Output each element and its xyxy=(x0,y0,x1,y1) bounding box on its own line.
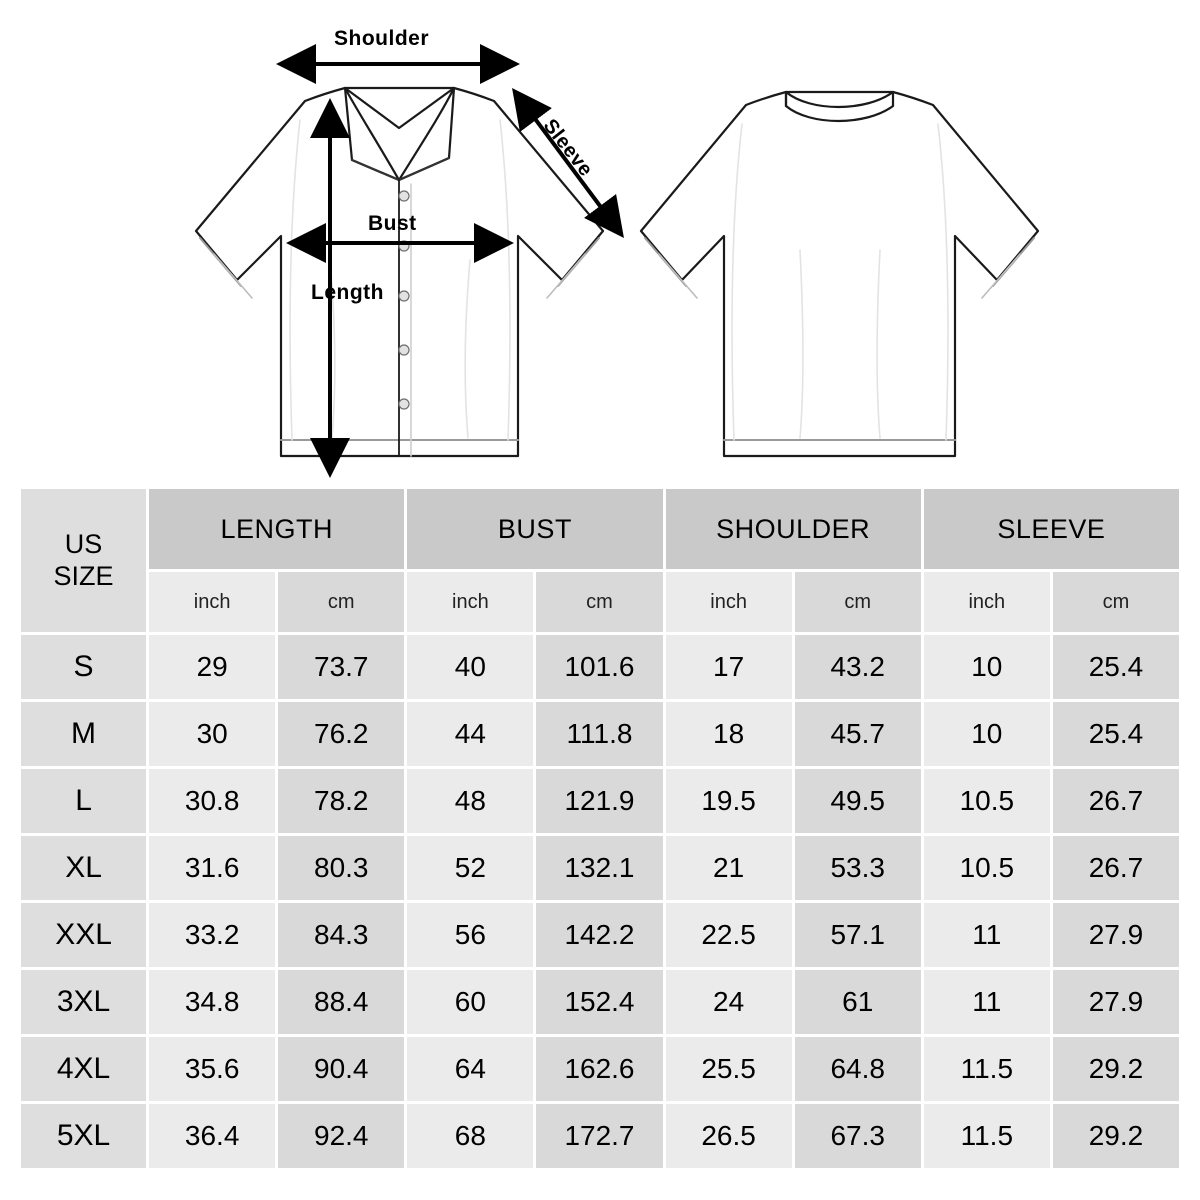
table-cell: 121.9 xyxy=(535,768,664,835)
header-unit-sleeve-cm: cm xyxy=(1051,571,1180,634)
table-cell: 10 xyxy=(922,634,1051,701)
table-cell: 26.5 xyxy=(664,1103,793,1170)
table-cell: 34.8 xyxy=(148,969,277,1036)
table-cell: 60 xyxy=(406,969,535,1036)
row-size-label: XXL xyxy=(20,902,148,969)
table-cell: 25.4 xyxy=(1051,634,1180,701)
row-size-label: M xyxy=(20,701,148,768)
header-unit-shoulder-inch: inch xyxy=(664,571,793,634)
row-size-label: 4XL xyxy=(20,1036,148,1103)
table-cell: 61 xyxy=(793,969,922,1036)
table-row xyxy=(20,835,1181,902)
table-header-units xyxy=(20,571,1181,634)
shirt-front-view xyxy=(196,88,603,456)
table-cell: 45.7 xyxy=(793,701,922,768)
table-cell: 29.2 xyxy=(1051,1036,1180,1103)
table-cell: 44 xyxy=(406,701,535,768)
header-group-length: LENGTH xyxy=(148,488,406,571)
table-cell: 10.5 xyxy=(922,768,1051,835)
table-cell: 29.2 xyxy=(1051,1103,1180,1170)
header-us-size xyxy=(20,488,148,634)
table-header-groups xyxy=(20,488,1181,571)
table-cell: 10.5 xyxy=(922,835,1051,902)
table-cell: 11 xyxy=(922,969,1051,1036)
table-cell: 68 xyxy=(406,1103,535,1170)
table-cell: 26.7 xyxy=(1051,835,1180,902)
header-unit-shoulder-cm: cm xyxy=(793,571,922,634)
table-cell: 172.7 xyxy=(535,1103,664,1170)
row-size-label: S xyxy=(20,634,148,701)
table-cell: 52 xyxy=(406,835,535,902)
table-cell: 64 xyxy=(406,1036,535,1103)
header-group-bust: BUST xyxy=(406,488,664,571)
table-cell: 26.7 xyxy=(1051,768,1180,835)
table-cell: 27.9 xyxy=(1051,969,1180,1036)
table-cell: 25.5 xyxy=(664,1036,793,1103)
table-cell: 84.3 xyxy=(277,902,406,969)
table-cell: 30 xyxy=(148,701,277,768)
shirt-measurement-illustration xyxy=(0,0,1200,486)
table-cell: 78.2 xyxy=(277,768,406,835)
header-group-shoulder: SHOULDER xyxy=(664,488,922,571)
table-cell: 11.5 xyxy=(922,1103,1051,1170)
row-size-label: 3XL xyxy=(20,969,148,1036)
table-cell: 25.4 xyxy=(1051,701,1180,768)
header-unit-length-inch: inch xyxy=(148,571,277,634)
table-cell: 132.1 xyxy=(535,835,664,902)
shirt-back-view xyxy=(641,92,1038,456)
table-cell: 31.6 xyxy=(148,835,277,902)
table-cell: 48 xyxy=(406,768,535,835)
table-row xyxy=(20,1103,1181,1170)
table-cell: 64.8 xyxy=(793,1036,922,1103)
row-size-label: L xyxy=(20,768,148,835)
table-cell: 33.2 xyxy=(148,902,277,969)
table-cell: 22.5 xyxy=(664,902,793,969)
shirt-diagram-svg xyxy=(0,0,1200,486)
table-cell: 67.3 xyxy=(793,1103,922,1170)
table-cell: 76.2 xyxy=(277,701,406,768)
table-cell: 57.1 xyxy=(793,902,922,969)
table-cell: 49.5 xyxy=(793,768,922,835)
header-group-sleeve: SLEEVE xyxy=(922,488,1180,571)
table-cell: 36.4 xyxy=(148,1103,277,1170)
table-cell: 11 xyxy=(922,902,1051,969)
table-cell: 92.4 xyxy=(277,1103,406,1170)
table-cell: 10 xyxy=(922,701,1051,768)
table-row xyxy=(20,634,1181,701)
label-shoulder: Shoulder xyxy=(334,27,430,50)
header-unit-length-cm: cm xyxy=(277,571,406,634)
table-cell: 11.5 xyxy=(922,1036,1051,1103)
label-bust: Bust xyxy=(368,212,417,235)
table-cell: 40 xyxy=(406,634,535,701)
table-cell: 30.8 xyxy=(148,768,277,835)
table-row xyxy=(20,902,1181,969)
table-cell: 35.6 xyxy=(148,1036,277,1103)
header-unit-bust-cm: cm xyxy=(535,571,664,634)
table-cell: 21 xyxy=(664,835,793,902)
table-row xyxy=(20,1036,1181,1103)
table-cell: 53.3 xyxy=(793,835,922,902)
header-us-size-line2: SIZE xyxy=(53,560,114,591)
table-cell: 27.9 xyxy=(1051,902,1180,969)
table-cell: 90.4 xyxy=(277,1036,406,1103)
label-sleeve: Sleeve xyxy=(538,115,597,181)
table-cell: 18 xyxy=(664,701,793,768)
header-unit-bust-inch: inch xyxy=(406,571,535,634)
table-cell: 29 xyxy=(148,634,277,701)
table-row xyxy=(20,768,1181,835)
table-cell: 24 xyxy=(664,969,793,1036)
header-us-size-line1: US xyxy=(64,529,103,560)
table-cell: 19.5 xyxy=(664,768,793,835)
table-cell: 56 xyxy=(406,902,535,969)
table-cell: 162.6 xyxy=(535,1036,664,1103)
row-size-label: XL xyxy=(20,835,148,902)
header-unit-sleeve-inch: inch xyxy=(922,571,1051,634)
table-cell: 142.2 xyxy=(535,902,664,969)
table-cell: 88.4 xyxy=(277,969,406,1036)
label-length: Length xyxy=(311,281,384,304)
table-cell: 152.4 xyxy=(535,969,664,1036)
table-cell: 73.7 xyxy=(277,634,406,701)
table-cell: 101.6 xyxy=(535,634,664,701)
table-row xyxy=(20,701,1181,768)
table-cell: 111.8 xyxy=(535,701,664,768)
row-size-label: 5XL xyxy=(20,1103,148,1170)
table-cell: 80.3 xyxy=(277,835,406,902)
table-row xyxy=(20,969,1181,1036)
table-cell: 43.2 xyxy=(793,634,922,701)
table-cell: 17 xyxy=(664,634,793,701)
size-chart-table xyxy=(18,486,1182,1171)
